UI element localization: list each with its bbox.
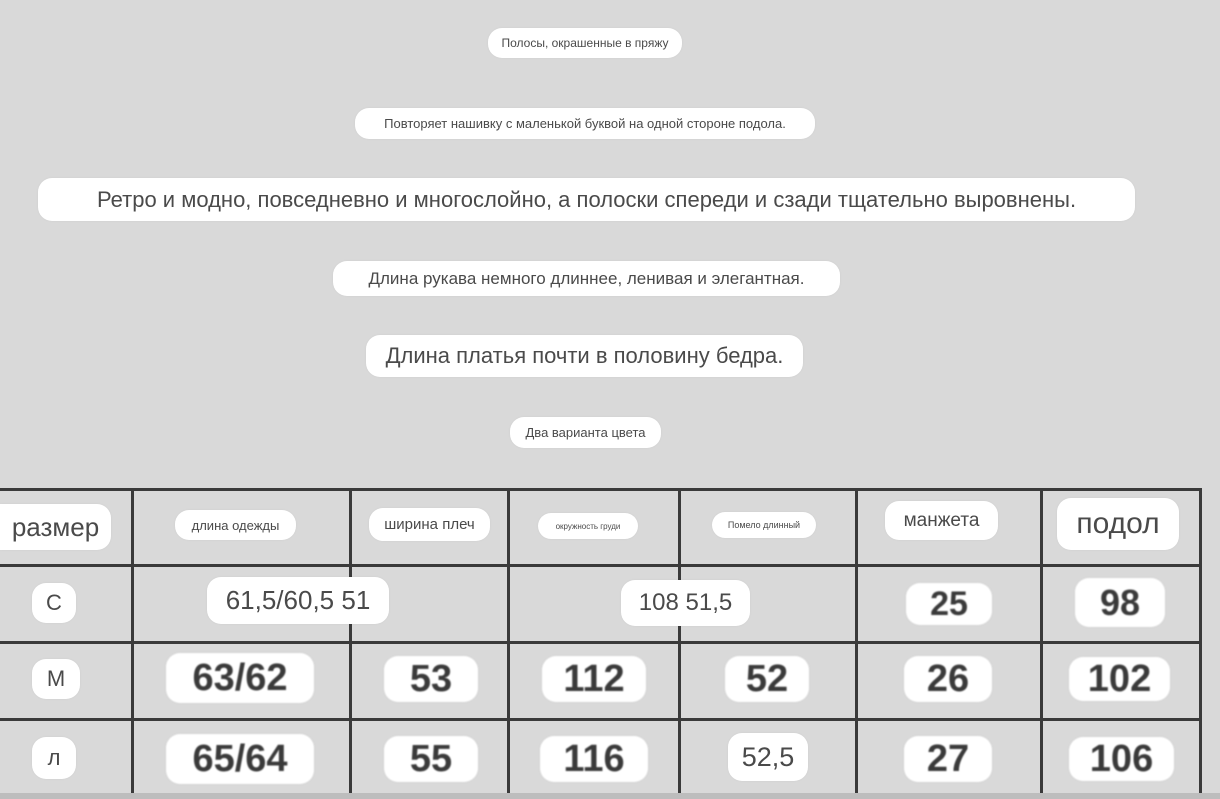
cell-sleeve: 52 (725, 656, 809, 702)
caption-length: Длина платья почти в половину бедра. (366, 335, 803, 377)
caption-sleeve: Длина рукава немного длиннее, ленивая и элегантная. (333, 261, 840, 296)
cell-length: 63/62 (166, 653, 314, 703)
cell-merged-chest-sleeve: 108 51,5 (621, 580, 750, 626)
cell-chest: 116 (540, 736, 648, 782)
bottom-edge (0, 793, 1220, 799)
size-m: М (32, 659, 80, 699)
table-line (678, 488, 681, 799)
table-line (507, 488, 510, 799)
header-hem: подол (1057, 498, 1179, 550)
cell-sleeve: 52,5 (728, 733, 808, 781)
header-chest: окружность груди (538, 513, 638, 539)
cell-cuff: 26 (904, 656, 992, 702)
cell-chest: 112 (542, 656, 646, 702)
header-shoulder: ширина плеч (369, 508, 490, 541)
cell-hem: 98 (1075, 578, 1165, 627)
table-line (349, 488, 352, 799)
table-line (855, 488, 858, 799)
table-line (0, 564, 1202, 567)
cell-length: 65/64 (166, 734, 314, 784)
size-s: С (32, 583, 76, 623)
caption-yarn-dyed: Полосы, окрашенные в пряжу (488, 28, 682, 58)
size-l: л (32, 737, 76, 779)
cell-cuff: 25 (906, 583, 992, 625)
table-line (131, 488, 134, 799)
caption-patch: Повторяет нашивку с маленькой буквой на одной стороне подола. (355, 108, 815, 139)
caption-retro: Ретро и модно, повседневно и многослойно, а полоски спереди и сзади тщательно выровнены. (38, 178, 1135, 221)
table-line (1040, 488, 1043, 799)
table-line (0, 488, 1202, 491)
table-line (0, 641, 1202, 644)
header-cuff: манжета (885, 501, 998, 540)
cell-hem: 106 (1069, 737, 1174, 781)
cell-merged-length-shoulder: 61,5/60,5 51 (207, 577, 389, 624)
table-line (1199, 488, 1202, 799)
table-line (0, 718, 1202, 721)
cell-shoulder: 55 (384, 736, 478, 782)
cell-hem: 102 (1069, 657, 1170, 701)
header-sleeve: Помело длинный (712, 512, 816, 538)
header-length: длина одежды (175, 510, 296, 540)
cell-shoulder: 53 (384, 656, 478, 702)
cell-cuff: 27 (904, 736, 992, 782)
header-size: размер (0, 504, 111, 550)
caption-colors: Два варианта цвета (510, 417, 661, 448)
